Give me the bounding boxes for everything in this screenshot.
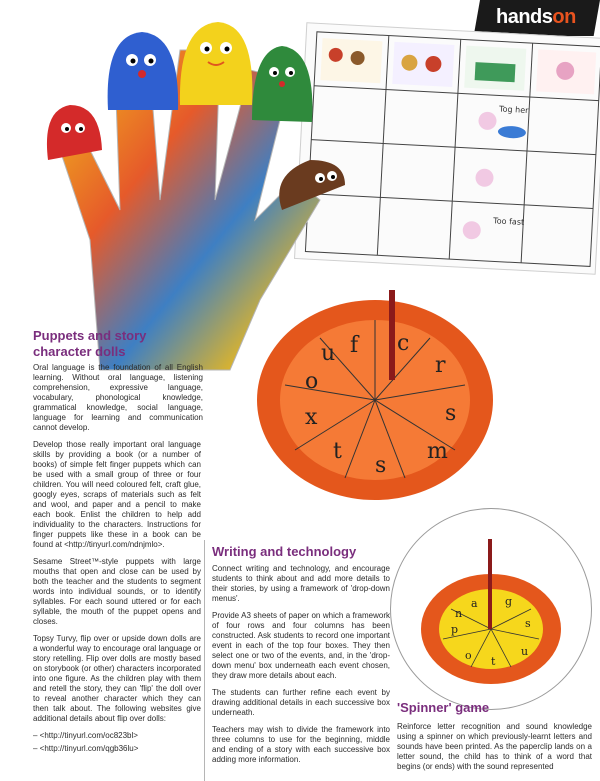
plate-letter-7: t [333,439,342,464]
plate-letter-4: s [445,401,457,426]
plate-letter-5: m [427,439,448,464]
spinner-paragraph-1: Reinforce letter recognition and sound knowledge using a spinner on which previously-learnt letters and sounds have been printed. As the paperclip lands on a letter sound, the child has to think of a word that begins (or ends) with the sound represented [397,722,592,771]
section-banner: handson [496,6,576,28]
spinner-game-section [397,700,592,779]
small-spinner-photo [390,508,592,710]
plate-letter-8: x [305,405,318,430]
small-spinner-illustration [391,509,591,709]
spinner-game-heading: 'Spinner' game [397,700,490,715]
small-letter-6: o [465,649,472,662]
small-letter-1: a [471,597,478,610]
puppets-paragraph-4: Topsy Turvy, flip over or upside down dolls are a wonderful way to encourage oral language or story retelling. Flip over dolls are mostly based on storybook (or other) characters incorporated into one figure. As the children play with them and retell the story, they can 'flip' the doll over to reveal another character which they can then talk about. The following websites give additional details about flip over dolls: [33,634,201,723]
small-letter-5: t [491,655,496,668]
flip-doll-link-2[interactable]: – <http://tinyurl.com/qgb36lu> [33,744,139,753]
plate-letter-2: c [397,331,410,356]
plate-letter-1: f [350,333,359,358]
puppets-section [33,328,201,761]
writing-paragraph-2: Provide A3 sheets of paper on which a framework of four rows and four columns has been constructed. Ask students to record one important event in each of the top four boxes. They then select one or two of the events, and, in the 'drop-down menu' box underneath each event chosen, they draw more details about each. [212,611,390,680]
small-letter-3: s [525,617,531,630]
plate-letter-10: u [321,341,336,366]
green-finger-puppet [252,46,312,122]
red-finger-puppet [47,105,102,160]
spinner-plate-photo [255,290,495,530]
puppets-paragraph-1: Oral language is the foundation of all English learning. Without oral language, listening comprehension, expressive language, vocabulary, phonological knowledge, grammatical knowledge, social language, language for learning and communication cannot develop. [33,363,203,432]
writing-paragraph-4: Teachers may wish to divide the framework into three columns to use for the beginning, middle and ending of a story with each successive box adding more information. [212,725,390,764]
column-divider [204,540,205,781]
yellow-finger-puppet [180,22,252,105]
plate-letter-9: o [305,369,319,394]
worksheet-note-2: Too fast [493,216,525,227]
flip-doll-link-1[interactable]: – <http://tinyurl.com/oc823bl> [33,731,138,740]
small-letter-8: n [455,607,463,620]
plate-letter-3: r [435,353,446,378]
puppets-heading: Puppets and story character dolls [33,328,147,359]
small-letter-4: u [521,645,529,658]
small-letter-2: g [505,595,513,608]
writing-technology-heading: Writing and technology [212,544,357,559]
plate-letter-6: s [375,453,387,478]
puppets-paragraph-3: Sesame Street™-style puppets with large mouths that open and close can be used by both the teacher and the students to segment words into individual sounds, or to identify syllables. For each sound uttered or for each syllable, the mouth of the puppet opens and closes. [33,557,201,626]
worksheet-note-1: Tog her [498,104,529,115]
blue-finger-puppet [108,32,178,110]
small-letter-7: p [451,623,459,636]
writing-paragraph-1: Connect writing and technology, and encourage students to think about and add more details to their stories, by using a framework of 'drop-down menus'. [212,564,390,603]
spinner-plate-illustration [255,290,495,530]
writing-paragraph-3: The students can further refine each event by drawing additional details in each successive box underneath. [212,688,390,717]
puppets-paragraph-2: Develop those really important oral language skills by providing a book (or a number of books) of simple felt finger puppets which can be used with a small group of three or four children. You will need coloured felt, craft glue, googly eyes, scraps of materials such as felt and wool, and paper and a pencil to make each book. Enlist the children to help add individuality to the characters. Instructions for finger puppets like these in a book can be found at <http://tinyurl.com/ndnjmlo>. [33,440,201,549]
writing-technology-section [212,544,390,772]
